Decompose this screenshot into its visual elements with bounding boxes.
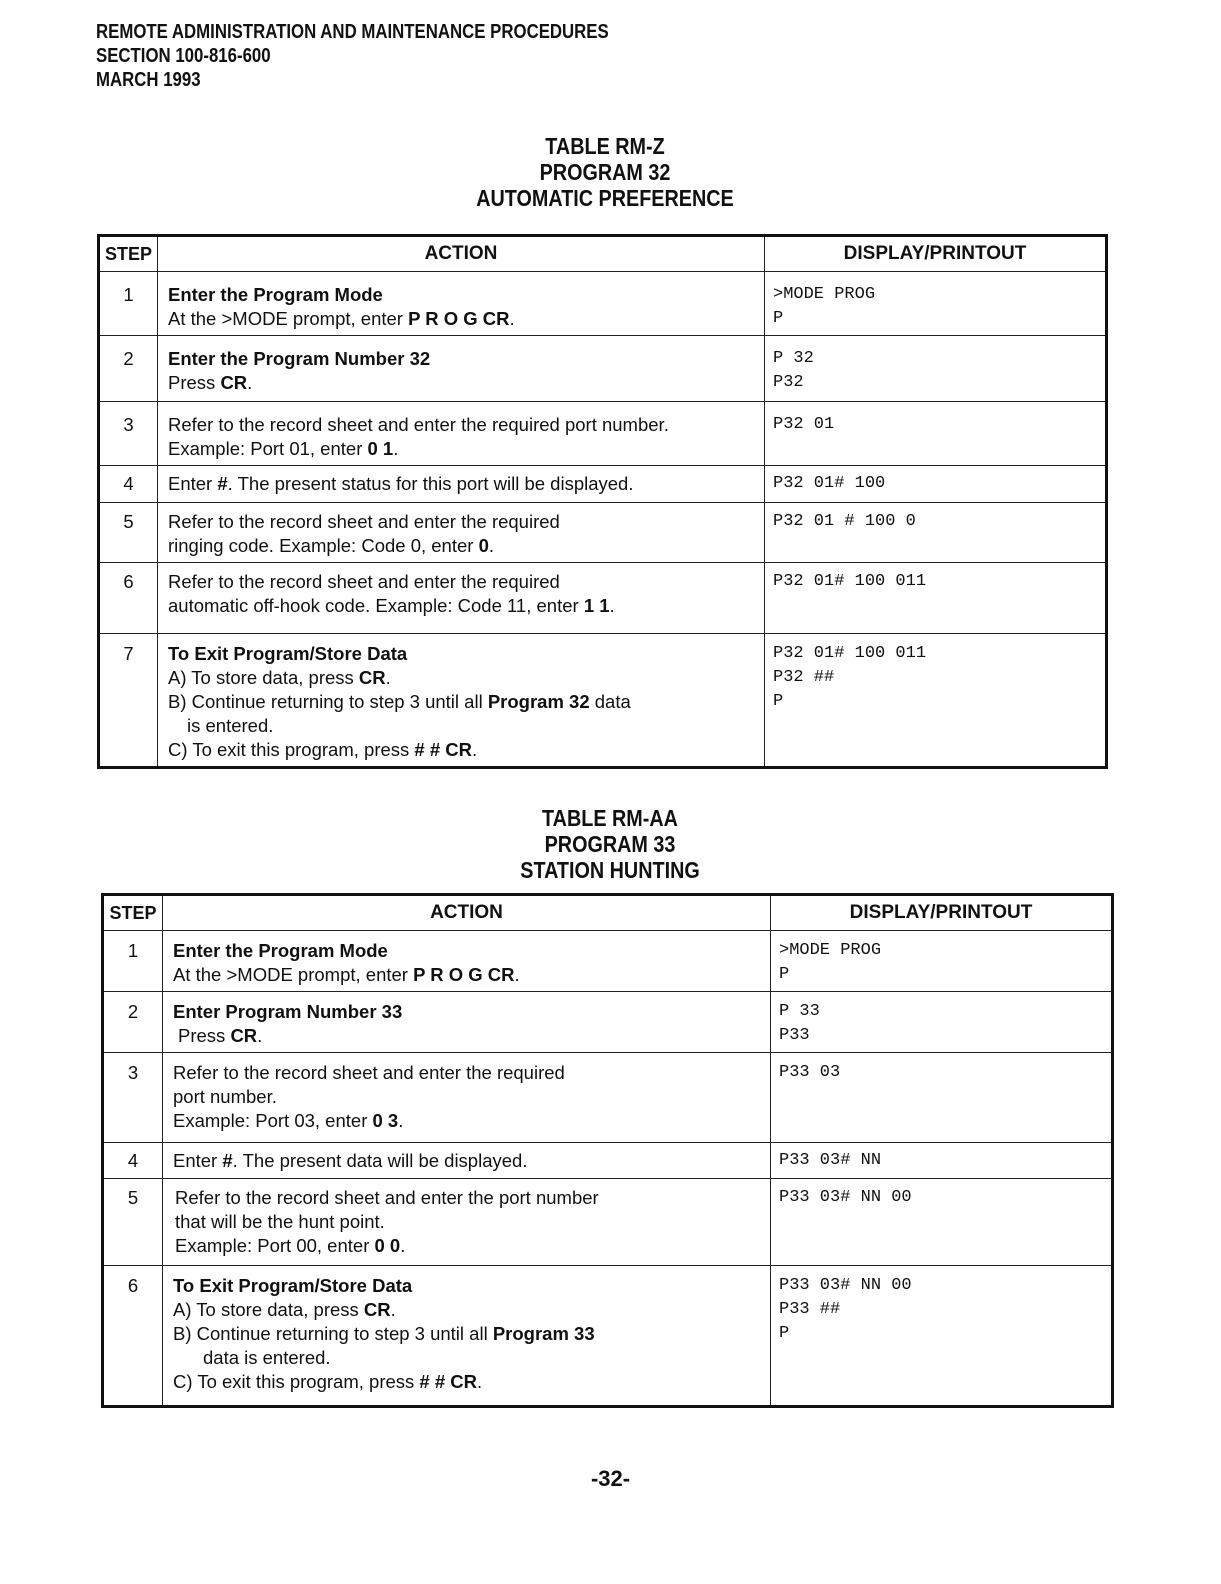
step-number: 1: [103, 931, 163, 992]
table-aa-title-3: STATION HUNTING: [520, 857, 700, 883]
table-z-title-1: TABLE RM-Z: [545, 133, 665, 159]
step-number: 6: [103, 1266, 163, 1407]
display-cell: P32 01# 100 011 P32 ## P: [765, 634, 1107, 768]
step-number: 5: [103, 1179, 163, 1266]
table-row: [103, 1266, 1113, 1407]
step-number: 4: [99, 466, 158, 503]
display-cell: P33 03# NN 00: [771, 1179, 1113, 1266]
action-line: Press CR.: [168, 372, 253, 393]
display-cell: P32 01# 100 011: [765, 563, 1107, 634]
table-header-row: [103, 895, 1113, 931]
step-number: 3: [99, 402, 158, 466]
table-header-row: [99, 236, 1107, 272]
display-cell: P32 01# 100: [765, 466, 1107, 503]
table-row: [103, 1143, 1113, 1179]
action-line: At the >MODE prompt, enter P R O G CR.: [168, 308, 515, 329]
table-row: [103, 992, 1113, 1053]
table-row: [99, 272, 1107, 336]
action-cell: Enter #. The present data will be displayed.: [163, 1143, 771, 1179]
table-z-title-2: PROGRAM 32: [539, 159, 671, 185]
table-row: [99, 563, 1107, 634]
table-row: [99, 336, 1107, 402]
table-row: [103, 1179, 1113, 1266]
header-line-1: REMOTE ADMINISTRATION AND MAINTENANCE PROCEDURES: [96, 21, 609, 43]
table-aa-title: [460, 805, 760, 883]
table-z-title-3: AUTOMATIC PREFERENCE: [476, 185, 734, 211]
display-cell: P32 01: [765, 402, 1107, 466]
step-number: 2: [103, 992, 163, 1053]
col-display: DISPLAY/PRINTOUT: [771, 895, 1113, 931]
table-row: [99, 466, 1107, 503]
action-cell: Refer to the record sheet and enter the port number that will be the hunt point. Example: Port 00, enter 0 0.: [163, 1179, 771, 1266]
action-cell: To Exit Program/Store Data A) To store data, press CR. B) Continue returning to step 3 until all Program 33 data is entered. C) To exit this program, press # # CR.: [163, 1266, 771, 1407]
action-cell: Refer to the record sheet and enter the required ringing code. Example: Code 0, enter 0.: [158, 503, 765, 563]
page-number: -32-: [590, 1466, 631, 1491]
display-cell: >MODE PROG P: [765, 272, 1107, 336]
display-cell: P33 03# NN: [771, 1143, 1113, 1179]
action-cell: Refer to the record sheet and enter the required automatic off-hook code. Example: Code 11, enter 1 1.: [158, 563, 765, 634]
action-cell: Enter the Program Mode At the >MODE prompt, enter P R O G CR.: [163, 931, 771, 992]
step-number: 6: [99, 563, 158, 634]
action-cell: [158, 336, 765, 402]
header-line-3: MARCH 1993: [96, 69, 201, 91]
action-heading: Enter the Program Mode: [168, 284, 383, 305]
table-z: [97, 234, 1108, 769]
display-cell: P 32 P32: [765, 336, 1107, 402]
table-row: [99, 402, 1107, 466]
col-step: STEP: [103, 895, 163, 931]
display-cell: >MODE PROG P: [771, 931, 1113, 992]
step-number: 3: [103, 1053, 163, 1143]
table-row: [99, 503, 1107, 563]
action-cell: To Exit Program/Store Data A) To store data, press CR. B) Continue returning to step 3 until all Program 32 data is entered. C) To exit this program, press # # CR.: [158, 634, 765, 768]
display-cell: P32 01 # 100 0: [765, 503, 1107, 563]
table-row: [99, 634, 1107, 768]
action-cell: Refer to the record sheet and enter the required port number. Example: Port 01, enter 0 1.: [158, 402, 765, 466]
table-aa-title-2: PROGRAM 33: [544, 831, 676, 857]
display-cell: P 33 P33: [771, 992, 1113, 1053]
step-number: 4: [103, 1143, 163, 1179]
col-display: DISPLAY/PRINTOUT: [765, 236, 1107, 272]
table-z-title: [455, 133, 755, 211]
col-step: STEP: [99, 236, 158, 272]
step-number: 5: [99, 503, 158, 563]
action-cell: Enter #. The present status for this port will be displayed.: [158, 466, 765, 503]
table-row: [103, 931, 1113, 992]
step-number: 1: [99, 272, 158, 336]
table-aa: [101, 893, 1114, 1408]
action-cell: [158, 272, 765, 336]
step-number: 2: [99, 336, 158, 402]
display-cell: P33 03# NN 00 P33 ## P: [771, 1266, 1113, 1407]
page-header: [96, 20, 609, 92]
table-row: [103, 1053, 1113, 1143]
step-number: 7: [99, 634, 158, 768]
table-aa-title-1: TABLE RM-AA: [542, 805, 678, 831]
action-heading: Enter the Program Number 32: [168, 348, 431, 369]
action-cell: Enter Program Number 33 Press CR.: [163, 992, 771, 1053]
action-line: Example: Port 01, enter 0 1.: [168, 438, 399, 459]
col-action: ACTION: [163, 895, 771, 931]
display-cell: P33 03: [771, 1053, 1113, 1143]
action-cell: Refer to the record sheet and enter the required port number. Example: Port 03, enter 0 3.: [163, 1053, 771, 1143]
header-line-2: SECTION 100-816-600: [96, 45, 271, 67]
col-action: ACTION: [158, 236, 765, 272]
